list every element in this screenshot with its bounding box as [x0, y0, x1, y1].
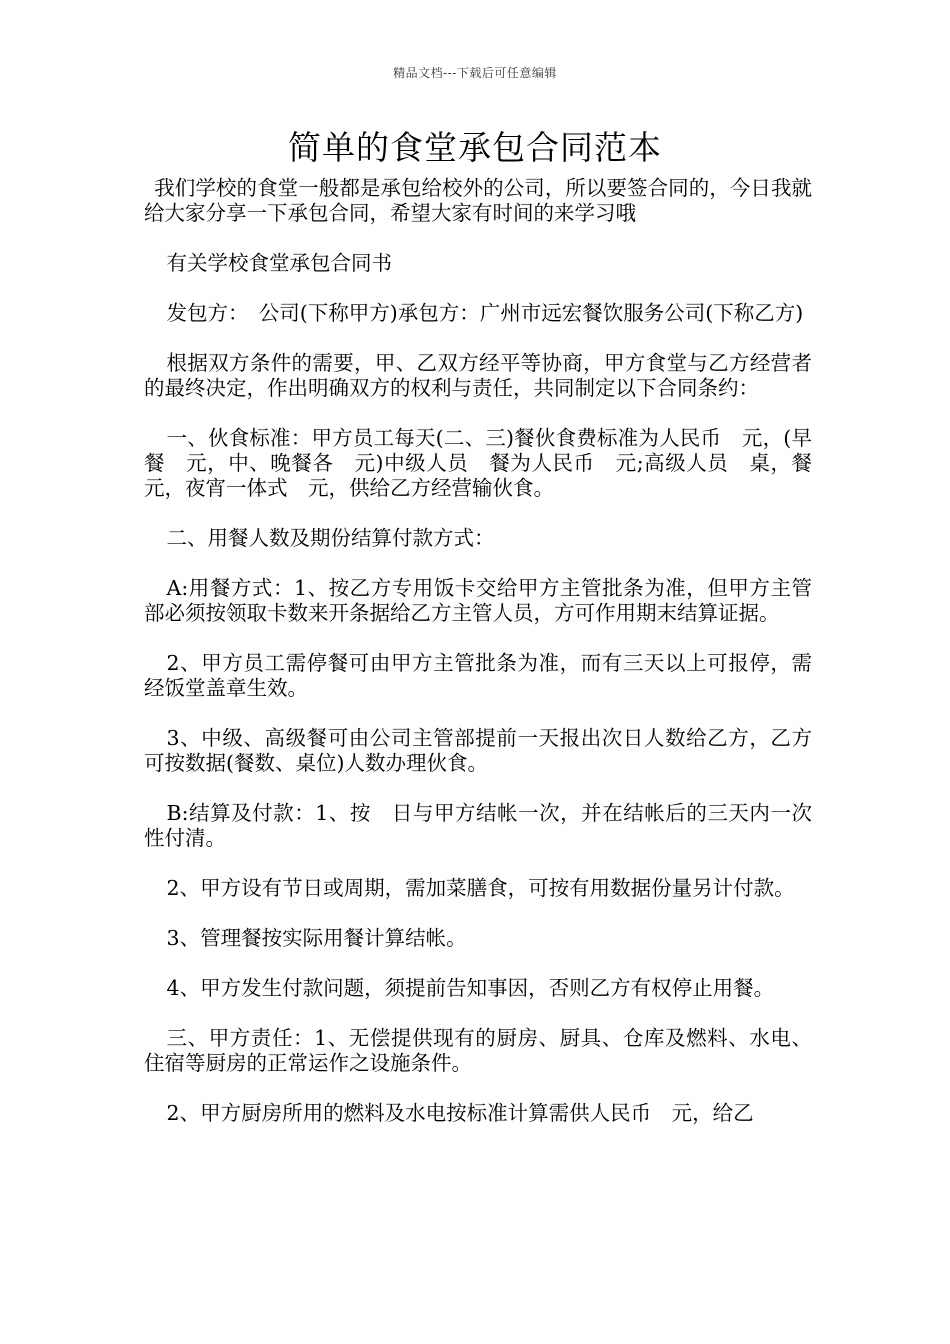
page-header: 精品文档---下载后可任意编辑	[393, 66, 557, 80]
clause-meal-standard: 一、伙食标准：甲方员工每天(二、三)餐伙食费标准为人民币 元，(早餐 元，中、晚餐各 元)中级人员 餐为人民币 元;高级人员 桌，餐 元，夜宵一体式 元，供给乙方经营输伙食。	[144, 426, 833, 500]
clause-dining-method: A:用餐方式：1、按乙方专用饭卡交给甲方主管批条为准，但甲方主管部必须按领取卡数来开条据给乙方主管人员，方可作用期末结算证据。	[144, 576, 812, 625]
preamble-paragraph: 根据双方条件的需要，甲、乙双方经平等协商，甲方食堂与乙方经营者的最终决定，作出明确双方的权利与责任，共同制定以下合同条约：	[144, 351, 812, 400]
document-title: 简单的食堂承包合同范本	[288, 128, 662, 167]
clause-settlement-heading: 二、用餐人数及期份结算付款方式：	[166, 526, 495, 550]
clause-party-a-duties: 三、甲方责任：1、无偿提供现有的厨房、厨具、仓库及燃料、水电、住宿等厨房的正常运作之设施条件。	[144, 1026, 812, 1075]
clause-meal-suspension: 2、甲方员工需停餐可由甲方主管批条为准，而有三天以上可报停，需经饭堂盖章生效。	[144, 651, 812, 700]
document-body	[144, 176, 833, 1151]
clause-senior-meals: 3、中级、高级餐可由公司主管部提前一天报出次日人数给乙方，乙方可按数据(餐数、桌位)人数办理伙食。	[144, 726, 812, 775]
clause-payment-issues: 4、甲方发生付款问题，须提前告知事因，否则乙方有权停止用餐。	[166, 976, 775, 1000]
clause-payment: B:结算及付款：1、按 日与甲方结帐一次，并在结帐后的三天内一次性付清。	[144, 801, 812, 850]
clause-fuel-utilities: 2、甲方厨房所用的燃料及水电按标准计算需供人民币 元，给乙	[166, 1101, 754, 1125]
contract-heading: 有关学校食堂承包合同书	[166, 251, 393, 275]
clause-management-meals: 3、管理餐按实际用餐计算结帐。	[166, 926, 467, 950]
clause-holiday-meals: 2、甲方设有节日或周期，需加菜膳食，可按有用数据份量另计付款。	[166, 876, 795, 900]
intro-paragraph: 我们学校的食堂一般都是承包给校外的公司，所以要签合同的，今日我就给大家分享一下承包合同，希望大家有时间的来学习哦	[144, 176, 812, 225]
parties-paragraph: 发包方： 公司(下称甲方)承包方：广州市远宏餐饮服务公司(下称乙方)	[166, 301, 804, 325]
